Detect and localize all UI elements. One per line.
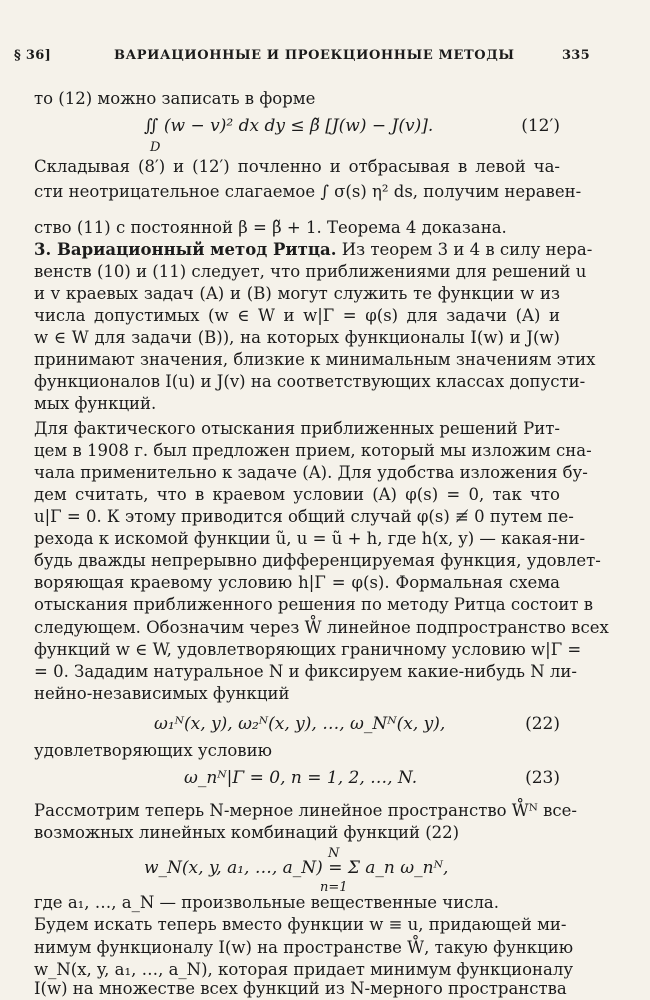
text-line: где a₁, …, a_N — произвольные вещественные числа. — [34, 893, 500, 912]
text-line: будь дважды непрерывно дифференцируемая функция, удовлет- — [34, 551, 601, 570]
text-line: венств (10) и (11) следует, что приближениями для решений u — [34, 262, 587, 281]
text-line: нейно-независимых функций — [34, 684, 290, 703]
text-line: мых функций. — [34, 394, 157, 413]
equation-number: (23) — [525, 768, 560, 788]
page-number: 335 — [561, 48, 590, 63]
text-line: воряющая краевому условию h|Γ = φ(s). Формальная схема — [34, 573, 560, 592]
text-line: рехода к искомой функции ũ, u = ũ + h, где h(x, y) — какая-ни- — [34, 529, 586, 548]
text-line: Складывая (8′) и (12′) почленно и отбрасывая в левой ча- — [34, 157, 560, 176]
subsection-heading: 3. Вариационный метод Ритца. — [34, 240, 337, 259]
formula-body: ω₁ᴺ(x, y), ω₂ᴺ(x, y), …, ω_Nᴺ(x, y), — [154, 714, 446, 734]
running-title: ВАРИАЦИОННЫЕ И ПРОЕКЦИОННЫЕ МЕТОДЫ — [114, 48, 515, 63]
formula-body: w_N(x, y, a₁, …, a_N) = Σ a_n ω_nᴺ, — [144, 858, 449, 878]
text-line: то (12) можно записать в форме — [34, 89, 316, 108]
text-line: следующем. Обозначим через W̊ линейное подпространство всех — [34, 618, 609, 637]
sum-lower-limit: n=1 — [320, 880, 348, 895]
running-header — [14, 46, 590, 70]
text-line: возможных линейных комбинаций функций (22) — [34, 823, 460, 842]
text-line: нимум функционалу I(w) на пространстве W̊, такую функцию — [34, 938, 574, 957]
text-line: удовлетворяющих условию — [34, 741, 272, 760]
text-line: = 0. Зададим натуральное N и фиксируем какие-нибудь N ли- — [34, 662, 577, 681]
text-line: Рассмотрим теперь N-мерное линейное пространство W̊ᴺ все- — [34, 801, 577, 820]
subsection-line — [34, 239, 593, 261]
text-line: u|Γ = 0. К этому приводится общий случай φ(s) ≢ 0 путем пе- — [34, 507, 574, 526]
text-line: принимают значения, близкие к минимальным значениям этих — [34, 350, 596, 369]
text-line: чала применительно к задаче (A). Для удобства изложения бу- — [34, 463, 588, 482]
equation-number: (22) — [525, 714, 560, 734]
text-line: Для фактического отыскания приближенных решений Рит- — [34, 419, 560, 438]
formula-wN — [34, 846, 560, 895]
text-line: ство (11) с постоянной β = β̃ + 1. Теорема 4 доказана. — [34, 218, 507, 237]
text-line: I(w) на множестве всех функций из N-мерного пространства — [34, 979, 567, 998]
formula-body: ∬ (w − v)² dx dy ≤ β̃ [J(w) − J(v)]. — [144, 116, 434, 136]
text-line: и v краевых задач (A) и (B) могут служить те функции w из — [34, 284, 560, 303]
formula-23 — [34, 766, 560, 792]
formula-22 — [34, 712, 560, 738]
text-line: функционалов I(u) и J(v) на соответствующих классах допусти- — [34, 372, 586, 391]
text-line: функций w ∈ W, удовлетворяющих граничному условию w|Γ = — [34, 640, 582, 659]
text-line: отыскания приближенного решения по методу Ритца состоит в — [34, 595, 593, 614]
text-line: w_N(x, y, a₁, …, a_N), которая придает минимум функционалу — [34, 960, 574, 979]
sum-upper-limit: N — [328, 846, 340, 861]
formula-12-prime — [34, 114, 560, 154]
section-marker: § 36] — [14, 48, 52, 63]
integral-subscript: D — [150, 140, 161, 155]
equation-number: (12′) — [521, 116, 560, 136]
text-fragment: Из теорем 3 и 4 в силу нера- — [336, 240, 593, 259]
text-line: w ∈ W для задачи (B)), на которых функционалы I(w) и J(w) — [34, 328, 560, 347]
text-line: числа допустимых (w ∈ W и w|Γ = φ(s) для задачи (A) и — [34, 306, 560, 325]
text-line: цем в 1908 г. был предложен прием, который мы изложим сна- — [34, 441, 592, 460]
text-line: сти неотрицательное слагаемое ∫ σ(s) η² ds, получим неравен- — [34, 182, 582, 201]
text-line: дем считать, что в краевом условии (A) φ(s) = 0, так что — [34, 485, 560, 504]
formula-body: ω_nᴺ|Γ = 0, n = 1, 2, …, N. — [184, 768, 418, 788]
text-line: Будем искать теперь вместо функции w ≡ u, придающей ми- — [34, 915, 567, 934]
